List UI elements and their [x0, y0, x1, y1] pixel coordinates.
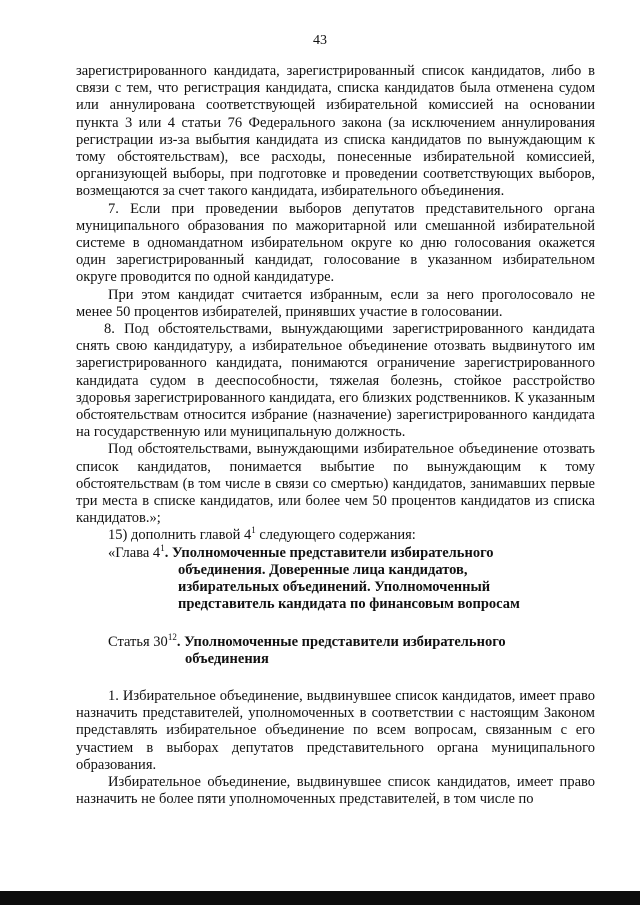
chapter-superscript: 1: [160, 542, 165, 553]
page-number: 43: [313, 33, 327, 48]
item-15-superscript: 1: [251, 525, 256, 536]
paragraph-item-7: 7. Если при проведении выборов депутатов представительного органа муниципального образования по мажоритарной или смешанной избирательной системе в одномандатном избирательном округе ко дню голосования окажется один зарегистрированный кандидат, голосование в указанном избирательном округе проводится по одной кандидатуре.: [76, 200, 595, 286]
article-title-line-1: . Уполномоченные представители избирательного: [176, 633, 506, 650]
paragraph-continuation: зарегистрированного кандидата, зарегистрированный список кандидатов, либо в связи с тем, что регистрация кандидата, списка кандидатов была отменена судом или аннулирована соответствующей избирательной комиссией на основании пункта 3 или 4 статьи 76 Федерального закона (за исключением аннулирования регистрации из-за выбытия кандидата из списка кандидатов по вынуждающим к тому обстоятельствам), все расходы, понесенные избирательной комиссией, организующей выборы, при подготовке и проведении соответствующих выборов, возмещаются за счет такого кандидата, избирательного объединения.: [76, 63, 595, 200]
spacer: [76, 668, 595, 688]
chapter-title-line-3: избирательных объединений. Уполномоченный: [178, 579, 491, 596]
paragraph-authorized-count: Избирательное объединение, выдвинувшее список кандидатов, имеет право назначить не более пяти уполномоченных представителей, в том числе по: [76, 773, 595, 808]
article-superscript: 12: [167, 631, 177, 642]
chapter-heading: [76, 542, 595, 562]
article-heading: [76, 631, 595, 651]
chapter-prefix: «Глава 4: [108, 544, 161, 561]
scan-bottom-edge: [0, 891, 640, 905]
item-15-text-before: 15) дополнить главой 4: [108, 527, 252, 544]
paragraph-item-8: 8. Под обстоятельствами, вынуждающими зарегистрированного кандидата снять свою кандидатуру, а избирательное объединение отозвать выдвинутого им зарегистрированного кандидата, понимаются ограничение зарегистрированного кандидата судом в дееспособности, тяжелая болезнь, стойкое расстройство здоровья зарегистрированного кандидата, его близких родственников. К указанным обстоятельствам относится избрание (назначение) зарегистрированного кандидата на государственную или муниципальную должность.: [76, 321, 595, 441]
chapter-title-line-1: . Уполномоченные представители избирательного: [164, 544, 494, 561]
document-body: [76, 63, 595, 808]
paragraph-item-15: [76, 527, 595, 544]
chapter-title-line-2: объединения. Доверенные лица кандидатов,: [178, 561, 468, 578]
chapter-title-line-4: представитель кандидата по финансовым вопросам: [178, 596, 520, 613]
item-15-text-after: следующего содержания:: [255, 527, 416, 544]
paragraph-elected-condition: При этом кандидат считается избранным, если за него проголосовало не менее 50 процентов избирателей, принявших участие в голосовании.: [76, 286, 595, 320]
paragraph-list-withdrawal: Под обстоятельствами, вынуждающими избирательное объединение отозвать список кандидатов, понимается выбытие по вынуждающим к тому обстоятельствам (в том числе в связи со смертью) кандидатов, занимавших первые три места в списке кандидатов, или более чем 50 процентов кандидатов из списка кандидатов.»;: [76, 441, 595, 527]
paragraph-article-item-1: 1. Избирательное объединение, выдвинувшее список кандидатов, имеет право назначить представителей, уполномоченных в соответствии с настоящим Законом представлять избирательное объединение по всем вопросам, связанным с его участием в выборах депутатов представительного органа муниципального образования.: [76, 687, 595, 773]
article-prefix: Статья 30: [108, 633, 168, 650]
article-title-line-2: объединения: [185, 650, 269, 667]
